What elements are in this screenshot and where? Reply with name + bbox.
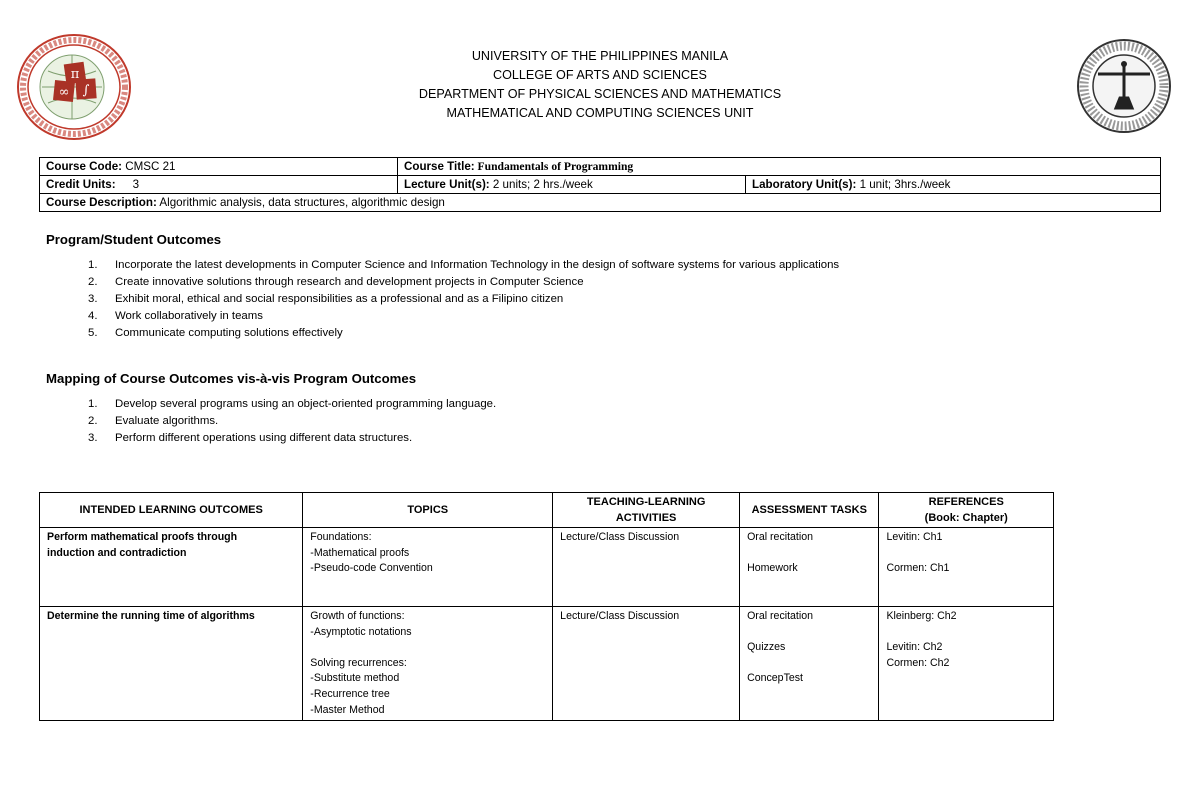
course-info-table	[39, 157, 1161, 212]
list-item: 2. Create innovative solutions through research and development projects in Computer Science	[88, 276, 584, 289]
header-college: COLLEGE OF ARTS AND SCIENCES	[493, 68, 707, 82]
ilo-cell: Determine the running time of algorithms	[40, 607, 303, 721]
course-code-label: Course Code:	[46, 160, 123, 173]
list-item: 4. Work collaboratively in teams	[88, 310, 263, 323]
department-seal-logo	[16, 33, 132, 141]
course-title-label: Course Title:	[404, 160, 475, 173]
table-row	[40, 528, 1054, 607]
list-item: 3. Exhibit moral, ethical and social responsibilities as a professional and as a Filipino citizen	[88, 293, 564, 306]
list-item: 1. Incorporate the latest developments in Computer Science and Information Technology in the design of software systems for various applications	[88, 259, 840, 271]
header-tla: TEACHING-LEARNING ACTIVITIES	[553, 493, 740, 528]
topics-cell: Foundations: -Mathematical proofs -Pseudo-code Convention	[303, 528, 553, 607]
header-ilo: INTENDED LEARNING OUTCOMES	[40, 493, 303, 528]
lecture-units-value: 2 units; 2 hrs./week	[489, 178, 593, 191]
ilo-cell: Perform mathematical proofs through induction and contradiction	[40, 528, 303, 607]
references-cell: Kleinberg: Ch2 Levitin: Ch2 Cormen: Ch2	[879, 607, 1054, 721]
lecture-units-cell	[398, 176, 746, 194]
tla-cell: Lecture/Class Discussion	[553, 607, 740, 721]
lecture-units-label: Lecture Unit(s):	[404, 178, 490, 191]
lab-units-label: Laboratory Unit(s):	[752, 178, 857, 191]
list-item: 3. Perform different operations using different data structures.	[88, 432, 413, 445]
list-item: 2. Evaluate algorithms.	[88, 415, 219, 428]
lab-units-value: 1 unit; 3hrs./week	[856, 178, 951, 191]
list-item: 1. Develop several programs using an object-oriented programming language.	[88, 398, 497, 410]
college-seal-logo	[1076, 38, 1172, 134]
credit-units-label: Credit Units:	[46, 178, 116, 191]
program-outcomes-list	[88, 257, 839, 342]
intended-learning-outcomes-table	[39, 492, 1054, 721]
header-assessment: ASSESSMENT TASKS	[740, 493, 879, 528]
course-description-label: Course Description:	[46, 196, 157, 209]
header-topics: TOPICS	[303, 493, 553, 528]
table-header-row	[40, 493, 1054, 528]
course-code-value: CMSC 21	[122, 160, 176, 173]
header-university: UNIVERSITY OF THE PHILIPPINES MANILA	[471, 49, 729, 63]
header-references: REFERENCES (Book: Chapter)	[879, 493, 1054, 528]
header-unit: MATHEMATICAL AND COMPUTING SCIENCES UNIT	[446, 106, 754, 120]
program-outcomes-title: Program/Student Outcomes	[46, 232, 222, 247]
table-row	[40, 607, 1054, 721]
university-header	[300, 47, 900, 123]
tla-cell: Lecture/Class Discussion	[553, 528, 740, 607]
mapping-title: Mapping of Course Outcomes vis-à-vis Program Outcomes	[46, 371, 417, 386]
svg-text:∫: ∫	[82, 83, 90, 98]
lab-units-cell	[746, 176, 1161, 194]
header-department: DEPARTMENT OF PHYSICAL SCIENCES AND MATHEMATICS	[418, 87, 782, 101]
credit-units-cell	[40, 176, 398, 194]
course-title-value: Fundamentals of Programming	[474, 160, 634, 173]
course-code-cell	[40, 158, 398, 176]
topics-cell: Growth of functions: -Asymptotic notations Solving recurrences: -Substitute method -Recurrence tree -Master Method	[303, 607, 553, 721]
list-item: 5. Communicate computing solutions effectively	[88, 327, 343, 340]
course-description-value: Algorithmic analysis, data structures, algorithmic design	[156, 196, 445, 209]
assessment-cell: Oral recitation Homework	[740, 528, 879, 607]
svg-text:π: π	[70, 67, 80, 82]
course-title-cell	[398, 158, 1161, 176]
references-cell: Levitin: Ch1 Cormen: Ch1	[879, 528, 1054, 607]
assessment-cell: Oral recitation Quizzes ConcepTest	[740, 607, 879, 721]
credit-units-value: 3	[132, 178, 140, 191]
mapping-list	[88, 396, 496, 447]
svg-text:∞: ∞	[58, 85, 70, 100]
course-description-cell	[40, 194, 1161, 212]
